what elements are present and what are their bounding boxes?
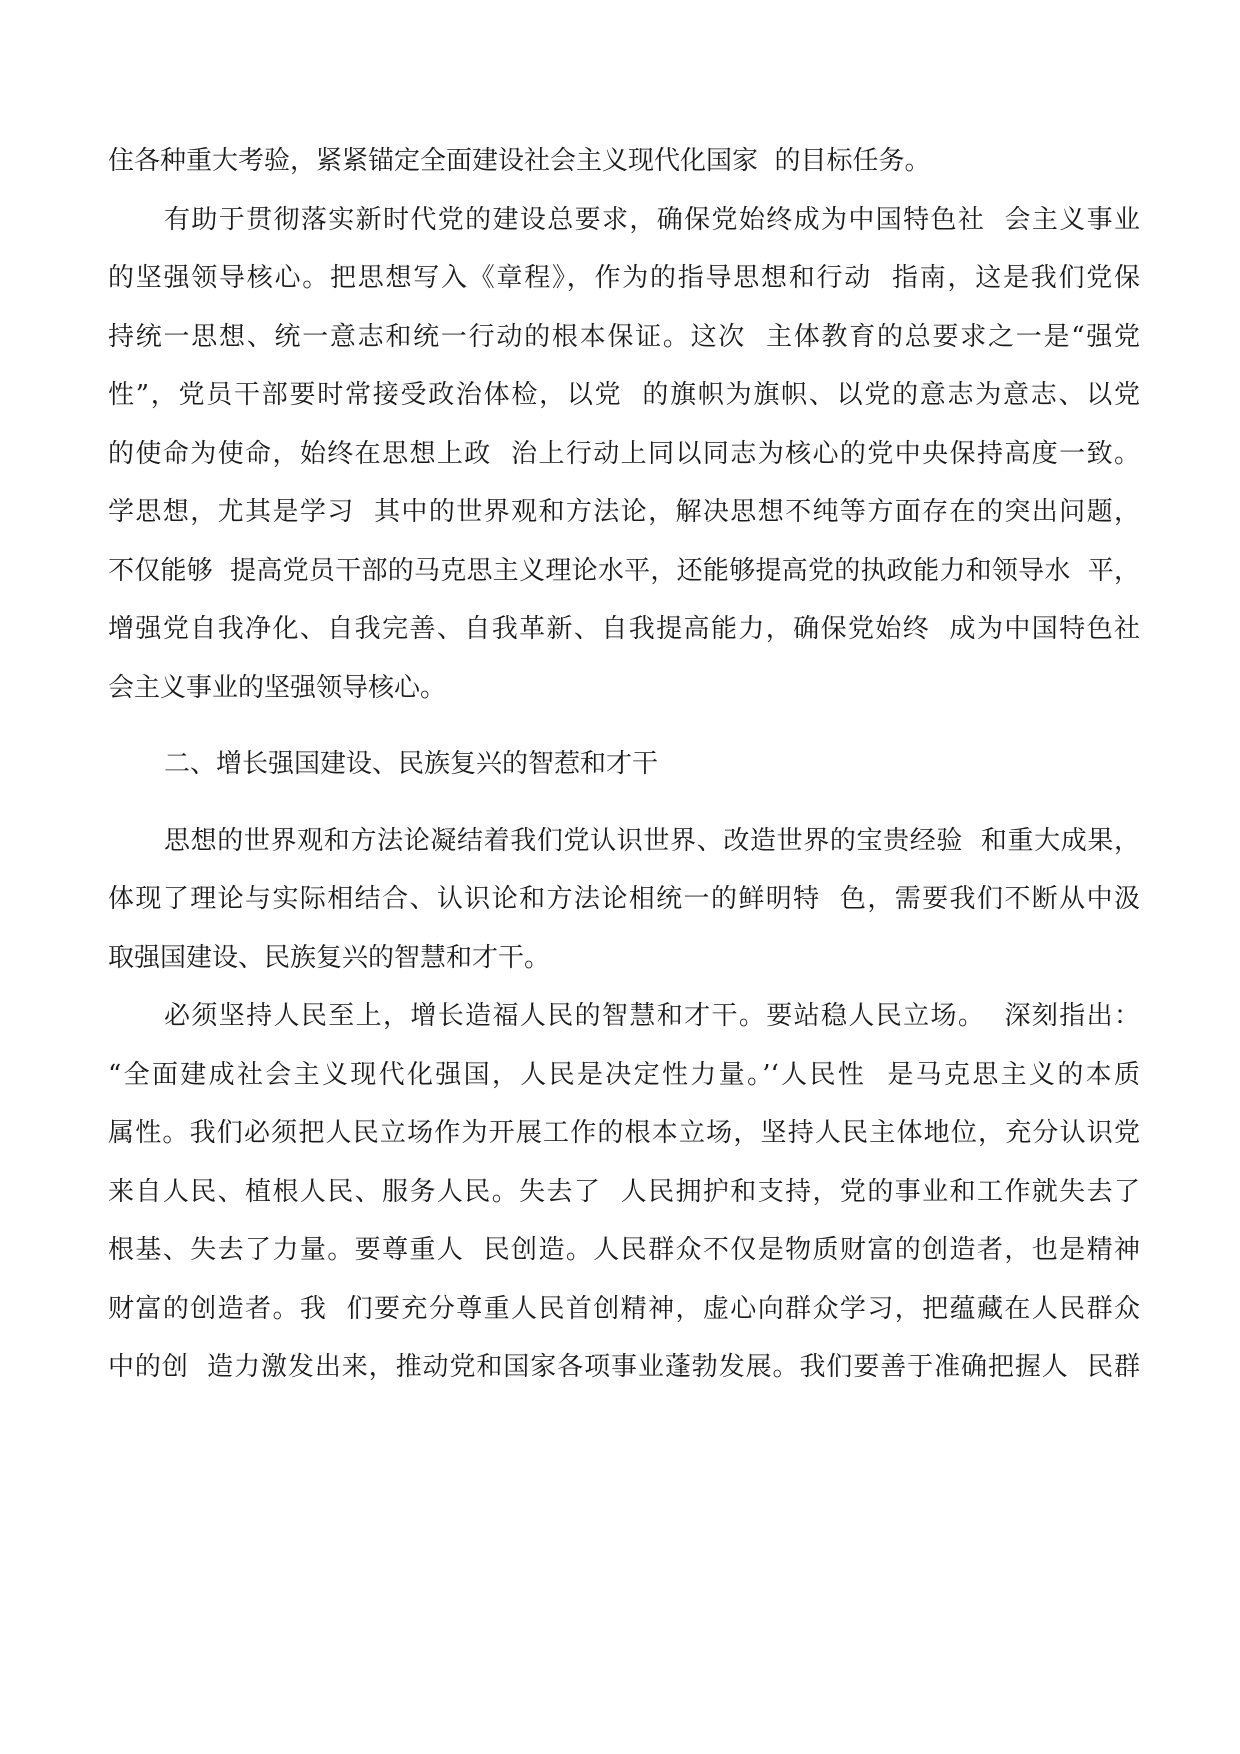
paragraph-line: 必须坚持人民至上，增长造福人民的智慧和才干。要站稳人民立场。 深刻指出：	[164, 1001, 1140, 1031]
paragraph-line: “全面建成社会主义现代化强国，人民是决定性力量。’‘人民性 是马克思主义的本质	[108, 1059, 1140, 1090]
paragraph-line: 学思想，尤其是学习 其中的世界观和方法论，解决思想不纯等方面存在的突出问题，	[108, 497, 1140, 527]
paragraph-line: 财富的创造者。我 们要充分尊重人民首创精神，虚心向群众学习，把蕴藏在人民群众	[108, 1293, 1140, 1324]
paragraph-line: 有助于贯彻落实新时代党的建设总要求，确保党始终成为中国特色社 会主义事业	[164, 204, 1140, 235]
paragraph-line: 思想的世界观和方法论凝结着我们党认识世界、改造世界的宝贵经验 和重大成果，	[164, 825, 1140, 856]
paragraph-line: 性”，党员干部要时常接受政治体检，以党 的旗帜为旗帜、以党的意志为意志、以党	[108, 380, 1140, 410]
paragraph-line: 体现了理论与实际相结合、认识论和方法论相统一的鲜明特 色，需要我们不断从中汲	[108, 884, 1140, 914]
paragraph-line: 会主义事业的坚强领导核心。	[108, 672, 447, 703]
paragraph-line: 不仅能够 提高党员干部的马克思主义理论水平，还能够提高党的执政能力和领导水 平，	[108, 555, 1140, 586]
paragraph-line: 中的创 造力激发出来，推动党和国家各项事业蓬勃发展。我们要善于准确把握人 民群	[108, 1352, 1140, 1382]
paragraph-line: 增强党自我净化、自我完善、自我革新、自我提高能力，确保党始终 成为中国特色社	[108, 614, 1140, 644]
paragraph-line: 住各种重大考验，紧紧锚定全面建设社会主义现代化国家 的目标任务。	[108, 146, 931, 176]
paragraph-line: 取强国建设、民族复兴的智慧和才干。	[108, 942, 551, 973]
paragraph-line: 根基、失去了力量。要尊重人 民创造。人民群众不仅是物质财富的创造者，也是精神	[108, 1235, 1140, 1265]
document-body	[108, 132, 1140, 1397]
paragraph-line: 来自人民、植根人民、服务人民。失去了 人民拥护和支持，党的事业和工作就失去了	[108, 1176, 1140, 1207]
paragraph-line: 的坚强领导核心。把思想写入《章程》，作为的指导思想和行动 指南，这是我们党保	[108, 263, 1140, 293]
paragraph-line: 持统一思想、统一意志和统一行动的根本保证。这次 主体教育的总要求之一是“强党	[108, 321, 1140, 352]
section-heading: 二、增长强国建设、民族复兴的智惹和才干	[164, 749, 659, 779]
paragraph-line: 的使命为使命，始终在思想上政 治上行动上同以同志为核心的党中央保持高度一致。	[108, 438, 1140, 469]
paragraph-line: 属性。我们必须把人民立场作为开展工作的根本立场，坚持人民主体地位，充分认识党	[108, 1118, 1140, 1148]
